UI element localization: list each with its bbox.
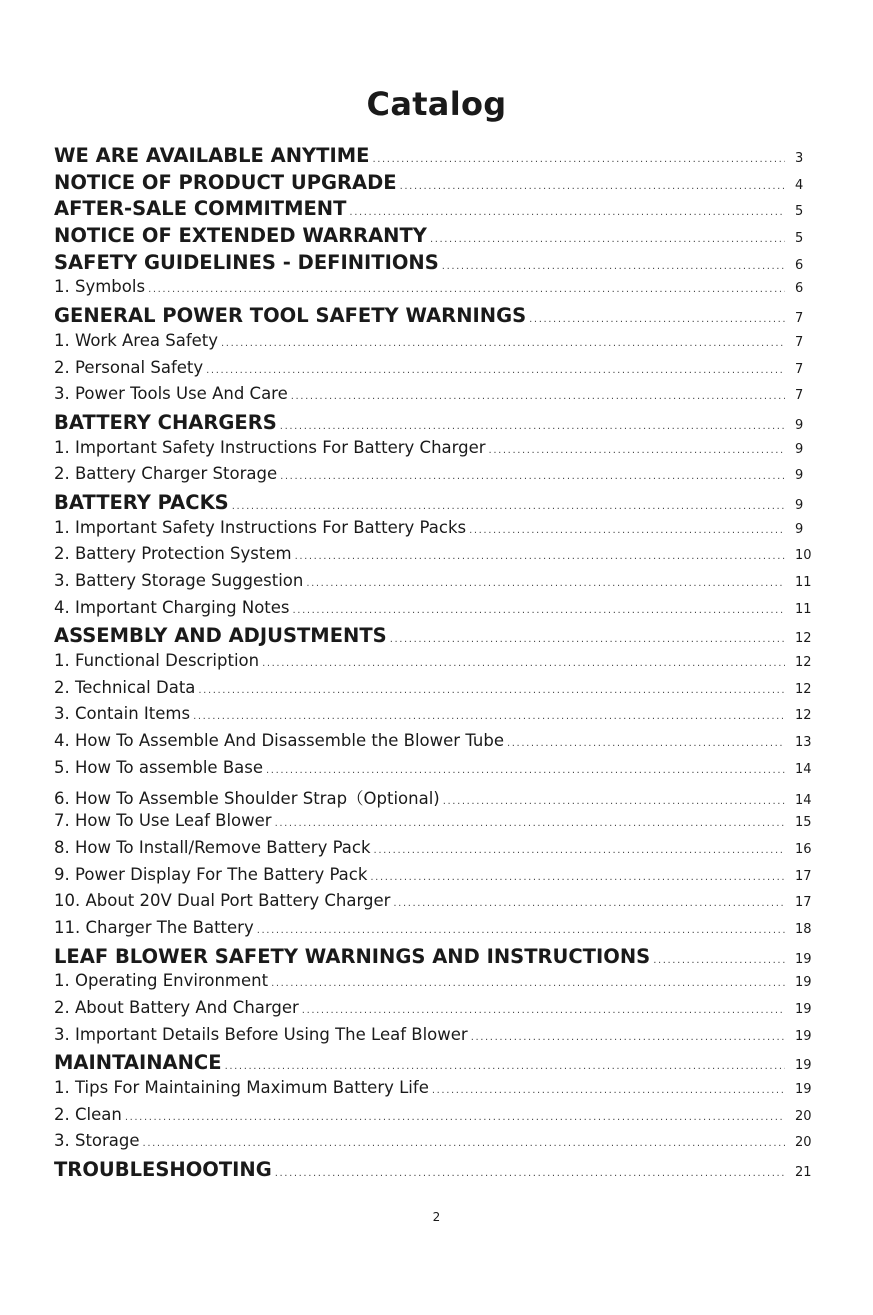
dot-leader — [374, 845, 785, 856]
toc-entry-label: 1. Functional Description — [54, 651, 260, 671]
dot-leader — [390, 634, 785, 645]
toc-entry-label: LEAF BLOWER SAFETY WARNINGS AND INSTRUCTIONS — [54, 944, 651, 968]
toc-entry-page-number: 7 — [795, 334, 804, 350]
toc-section-entry[interactable] — [54, 251, 821, 278]
toc-entry-page-number: 21 — [795, 1165, 812, 1181]
toc-section-entry[interactable] — [54, 171, 821, 198]
toc-subsection-entry[interactable] — [54, 544, 821, 571]
toc-entry-label: 1. Work Area Safety — [54, 330, 219, 350]
toc-subsection-entry[interactable] — [54, 384, 821, 411]
toc-section-entry[interactable] — [54, 945, 821, 972]
toc-entry-label: 1. Operating Environment — [54, 971, 269, 991]
toc-entry-label: 10. About 20V Dual Port Battery Charger — [54, 891, 391, 911]
toc-section-entry[interactable] — [54, 491, 821, 518]
toc-subsection-entry[interactable] — [54, 838, 821, 865]
toc-subsection-entry[interactable] — [54, 758, 821, 785]
table-of-contents — [54, 144, 821, 1185]
toc-entry-label: 2. About Battery And Charger — [54, 998, 299, 1017]
dot-leader — [507, 738, 785, 749]
toc-entry-page-number: 19 — [795, 1002, 812, 1017]
toc-subsection-entry[interactable] — [54, 918, 821, 945]
dot-leader — [206, 365, 785, 376]
dot-leader — [225, 1061, 785, 1072]
toc-entry-label: 3. Contain Items — [54, 704, 191, 724]
toc-subsection-entry[interactable] — [54, 571, 821, 598]
toc-subsection-entry[interactable] — [54, 331, 821, 358]
toc-subsection-entry[interactable] — [54, 731, 821, 758]
dot-leader — [430, 234, 785, 245]
toc-entry-page-number: 12 — [795, 681, 812, 697]
toc-entry-page-number: 17 — [795, 895, 812, 911]
dot-leader — [400, 181, 785, 192]
toc-entry-page-number: 7 — [795, 361, 804, 377]
toc-entry-page-number: 9 — [795, 417, 804, 433]
toc-entry-page-number: 12 — [795, 708, 812, 724]
toc-entry-page-number: 16 — [795, 841, 812, 857]
toc-entry-label: AFTER-SALE COMMITMENT — [54, 197, 347, 221]
dot-leader — [280, 471, 785, 482]
dot-leader — [148, 284, 785, 295]
toc-subsection-entry[interactable] — [54, 518, 821, 545]
dot-leader — [432, 1085, 785, 1096]
dot-leader — [291, 391, 785, 402]
toc-entry-label: SAFETY GUIDELINES - DEFINITIONS — [54, 250, 439, 274]
dot-leader — [266, 765, 785, 776]
toc-subsection-entry[interactable] — [54, 971, 821, 998]
toc-section-entry[interactable] — [54, 144, 821, 171]
toc-entry-label: 11. Charger The Battery — [54, 917, 254, 937]
toc-entry-page-number: 11 — [795, 601, 812, 617]
toc-entry-label: 2. Battery Charger Storage — [54, 464, 278, 484]
toc-entry-page-number: 7 — [795, 388, 804, 404]
toc-entry-page-number: 13 — [795, 735, 812, 751]
toc-subsection-entry[interactable] — [54, 598, 821, 625]
toc-entry-label: NOTICE OF EXTENDED WARRANTY — [54, 224, 427, 248]
toc-subsection-entry[interactable] — [54, 811, 821, 838]
toc-entry-label: 3. Battery Storage Suggestion — [54, 571, 304, 590]
toc-entry-page-number: 20 — [795, 1108, 812, 1124]
toc-entry-page-number: 19 — [795, 975, 812, 991]
toc-entry-label: 2. Battery Protection System — [54, 544, 292, 564]
toc-section-entry[interactable] — [54, 224, 821, 251]
toc-subsection-entry[interactable] — [54, 1131, 821, 1158]
toc-entry-label: 1. Symbols — [54, 277, 146, 297]
dot-leader — [469, 525, 785, 536]
toc-subsection-entry[interactable] — [54, 1105, 821, 1132]
dot-leader — [275, 818, 785, 829]
toc-entry-page-number: 14 — [795, 761, 812, 777]
toc-subsection-entry[interactable] — [54, 358, 821, 385]
toc-entry-label: 1. Important Safety Instructions For Battery Packs — [54, 517, 467, 537]
toc-entry-label: 2. Clean — [54, 1104, 122, 1124]
toc-entry-label: 3. Storage — [54, 1131, 140, 1151]
dot-leader — [193, 711, 785, 722]
toc-section-entry[interactable] — [54, 624, 821, 651]
dot-leader — [349, 207, 785, 218]
dot-leader — [393, 898, 785, 909]
toc-entry-label: 1. Tips For Maintaining Maximum Battery Life — [54, 1078, 429, 1098]
toc-entry-label: NOTICE OF PRODUCT UPGRADE — [54, 170, 397, 194]
toc-subsection-entry[interactable] — [54, 1025, 821, 1052]
dot-leader — [442, 261, 785, 272]
toc-entry-label: 7. How To Use Leaf Blower — [54, 811, 272, 831]
toc-subsection-entry[interactable] — [54, 464, 821, 491]
toc-section-entry[interactable] — [54, 304, 821, 331]
toc-entry-page-number: 5 — [795, 204, 804, 220]
toc-entry-page-number: 20 — [795, 1135, 812, 1151]
dot-leader — [489, 445, 785, 456]
page-number: 2 — [432, 1210, 441, 1224]
toc-entry-label: BATTERY CHARGERS — [54, 410, 277, 434]
dot-leader — [372, 154, 785, 165]
toc-entry-label: WE ARE AVAILABLE ANYTIME — [54, 144, 370, 167]
toc-entry-label: 8. How To Install/Remove Battery Pack — [54, 837, 371, 857]
toc-entry-page-number: 9 — [795, 497, 804, 513]
toc-entry-page-number: 19 — [795, 1058, 812, 1074]
toc-section-entry[interactable] — [54, 197, 821, 224]
toc-subsection-entry[interactable] — [54, 277, 821, 304]
toc-subsection-entry[interactable] — [54, 438, 821, 465]
toc-entry-page-number: 17 — [795, 868, 812, 884]
toc-section-entry[interactable] — [54, 1158, 821, 1185]
toc-subsection-entry[interactable] — [54, 865, 821, 892]
dot-leader — [280, 421, 785, 432]
toc-subsection-entry[interactable] — [54, 1078, 821, 1105]
dot-leader — [221, 338, 785, 349]
dot-leader — [529, 314, 785, 325]
toc-entry-page-number: 18 — [795, 921, 812, 937]
toc-entry-page-number: 5 — [795, 231, 804, 247]
dot-leader — [302, 1005, 785, 1016]
toc-entry-label: 6. How To Assemble Shoulder Strap（Optional) — [54, 788, 440, 808]
toc-entry-page-number: 19 — [795, 951, 812, 967]
toc-entry-label: 3. Power Tools Use And Care — [54, 384, 288, 404]
dot-leader — [370, 872, 785, 883]
dot-leader — [306, 578, 785, 589]
toc-entry-label: GENERAL POWER TOOL SAFETY WARNINGS — [54, 304, 527, 328]
dot-leader — [257, 925, 785, 936]
toc-entry-page-number: 9 — [795, 521, 804, 537]
dot-leader — [232, 501, 785, 512]
toc-entry-page-number: 4 — [795, 177, 804, 193]
dot-leader — [471, 1032, 785, 1043]
dot-leader — [295, 551, 785, 562]
dot-leader — [293, 605, 785, 616]
toc-entry-label: ASSEMBLY AND ADJUSTMENTS — [54, 624, 387, 648]
toc-section-entry[interactable] — [54, 411, 821, 438]
dot-leader — [443, 796, 785, 807]
toc-entry-page-number: 9 — [795, 441, 804, 457]
toc-entry-label: 1. Important Safety Instructions For Battery Charger — [54, 437, 486, 457]
toc-entry-page-number: 12 — [795, 631, 812, 647]
toc-entry-label: 3. Important Details Before Using The Leaf Blower — [54, 1024, 468, 1044]
toc-section-entry[interactable] — [54, 1051, 821, 1078]
toc-entry-page-number: 11 — [795, 575, 812, 590]
toc-entry-page-number: 9 — [795, 468, 804, 484]
toc-entry-page-number: 3 — [795, 151, 804, 166]
dot-leader — [143, 1138, 785, 1149]
toc-entry-label: 4. How To Assemble And Disassemble the Blower Tube — [54, 731, 504, 751]
toc-entry-label: 2. Personal Safety — [54, 357, 204, 377]
toc-entry-label: TROUBLESHOOTING — [54, 1158, 272, 1182]
toc-entry-page-number: 10 — [795, 548, 812, 564]
toc-entry-page-number: 12 — [795, 655, 812, 671]
toc-entry-page-number: 7 — [795, 311, 804, 327]
toc-entry-label: 4. Important Charging Notes — [54, 597, 290, 617]
toc-entry-label: 5. How To assemble Base — [54, 757, 264, 777]
dot-leader — [125, 1112, 785, 1123]
toc-subsection-entry[interactable] — [54, 678, 821, 705]
toc-entry-page-number: 19 — [795, 1082, 812, 1098]
toc-entry-label: 2. Technical Data — [54, 677, 196, 697]
toc-subsection-entry[interactable] — [54, 891, 821, 918]
toc-entry-page-number: 6 — [795, 257, 804, 273]
toc-subsection-entry[interactable] — [54, 785, 821, 812]
toc-subsection-entry[interactable] — [54, 998, 821, 1025]
dot-leader — [275, 1168, 785, 1179]
toc-entry-label: BATTERY PACKS — [54, 490, 229, 514]
catalog-title: Catalog — [366, 85, 507, 123]
dot-leader — [198, 685, 785, 696]
toc-subsection-entry[interactable] — [54, 704, 821, 731]
toc-entry-page-number: 19 — [795, 1028, 812, 1044]
dot-leader — [262, 658, 785, 669]
toc-entry-page-number: 15 — [795, 815, 812, 831]
toc-entry-page-number: 14 — [795, 792, 812, 808]
dot-leader — [271, 978, 785, 989]
toc-entry-page-number: 6 — [795, 281, 804, 297]
toc-subsection-entry[interactable] — [54, 651, 821, 678]
dot-leader — [653, 955, 785, 966]
toc-entry-label: MAINTAINANCE — [54, 1051, 222, 1075]
toc-entry-label: 9. Power Display For The Battery Pack — [54, 864, 368, 884]
